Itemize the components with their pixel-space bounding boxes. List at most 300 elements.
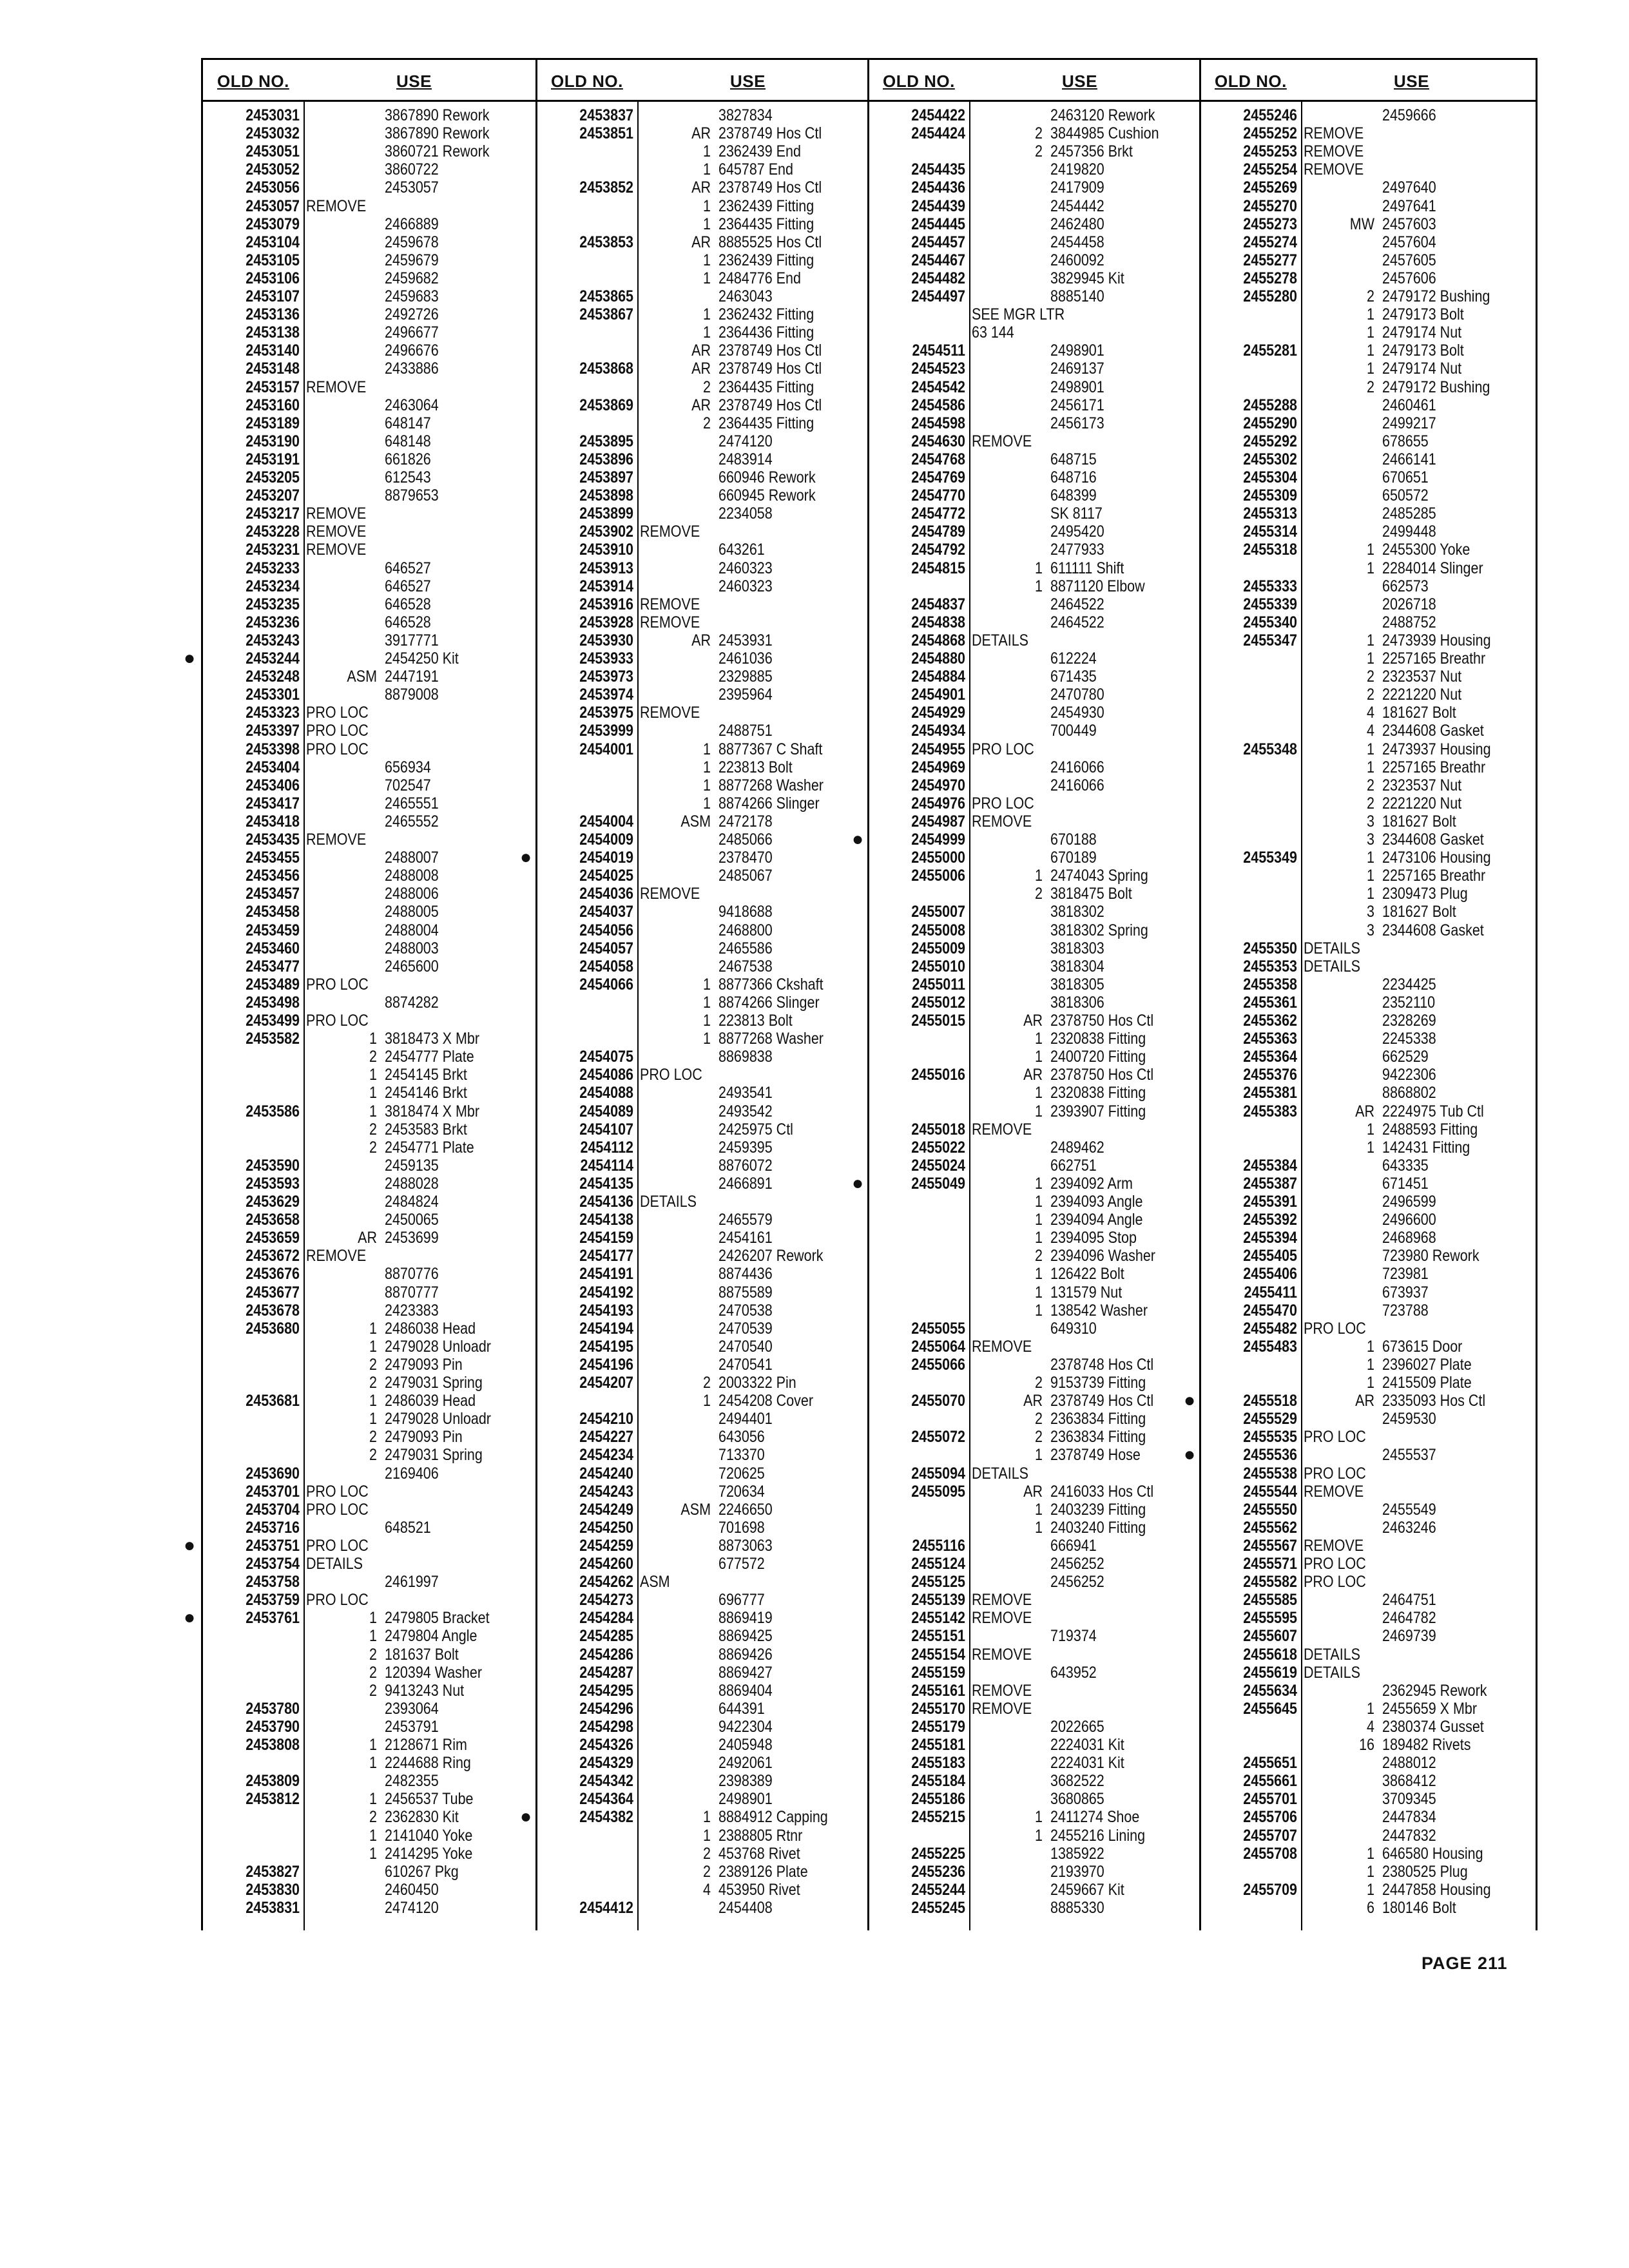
old-part-number: 2453914 [579,577,633,595]
status-note: DETAILS [1304,957,1361,975]
old-part-number: 2453051 [246,142,300,161]
use-part-number: 2454250 Kit [385,649,459,668]
use-part-number: 3867890 Rework [385,124,490,143]
old-part-number: 2454262 [579,1573,633,1591]
use-part-number: 673615 Door [1382,1337,1463,1356]
status-note: PRO LOC [306,722,369,740]
header-old-no: OLD NO. [217,72,289,91]
status-note: REMOVE [972,1645,1032,1664]
use-part-number: 2378470 [718,849,773,867]
quantity: 1 [1367,323,1374,342]
use-part-number: 2485285 [1382,505,1436,523]
use-part-number: 701698 [718,1518,765,1537]
use-part-number: 2457603 [1382,215,1436,233]
use-part-number: 612224 [1050,649,1097,668]
status-note: PRO LOC [306,740,369,758]
use-part-number: 2479173 Bolt [1382,341,1464,360]
old-part-number: 2453189 [246,414,300,432]
old-part-number: 2455585 [1243,1591,1297,1610]
use-part-number: 2362945 Rework [1382,1681,1487,1700]
old-part-number: 2453831 [246,1898,300,1917]
old-part-number: 2455405 [1243,1247,1297,1265]
use-part-number: 8884912 Capping [718,1808,828,1827]
quantity: 2 [369,1663,377,1682]
old-part-number: 2453435 [246,831,300,849]
use-part-number: 2234058 [718,505,773,523]
use-part-number: 2465579 [718,1211,773,1229]
header-use: USE [396,72,432,91]
old-part-number: 2453459 [246,921,300,939]
old-part-number: 2455383 [1243,1102,1297,1120]
old-part-number: 2454056 [579,921,633,939]
use-part-number: 142431 Fitting [1382,1138,1470,1157]
use-part-number: 3867890 Rework [385,106,490,124]
use-part-number: 2380374 Gusset [1382,1717,1484,1736]
old-part-number: 2454955 [911,740,965,758]
old-part-number: 2455349 [1243,849,1297,867]
quantity: 6 [1367,1898,1374,1917]
use-part-number: 2419820 [1050,160,1104,179]
old-part-number: 2454250 [579,1518,633,1537]
use-part-number: 2463246 [1382,1518,1436,1537]
old-part-number: 2453809 [246,1772,300,1791]
use-part-number: 8885140 [1050,287,1104,305]
use-part-number: 2479093 Pin [385,1428,463,1446]
use-part-number: 3829945 Kit [1050,269,1124,287]
old-part-number: 2454586 [911,396,965,414]
old-part-number: 2454412 [579,1898,633,1917]
use-part-number: 2395964 [718,686,773,704]
old-part-number: 2455159 [911,1663,965,1682]
bullet-marker: ● [852,829,864,850]
old-part-number: 2455313 [1243,505,1297,523]
old-part-number: 2455651 [1243,1754,1297,1773]
old-part-number: 2454075 [579,1048,633,1066]
status-note: ASM [640,1573,670,1591]
status-note: DETAILS [306,1555,363,1573]
old-part-number: 2453235 [246,595,300,613]
old-part-number: 2455536 [1243,1446,1297,1465]
old-part-number: 2453837 [579,106,633,124]
header-old-no: OLD NO. [883,72,955,91]
old-part-number: 2453456 [246,867,300,885]
use-part-number: 2479031 Spring [385,1374,483,1392]
use-part-number: 2459666 [1382,106,1436,124]
use-part-number: 2447832 [1382,1826,1436,1845]
quantity: 1 [1367,885,1374,903]
old-part-number: 2453758 [246,1573,300,1591]
use-part-number: 2484776 End [718,269,801,287]
use-part-number: 8871120 Elbow [1050,577,1145,595]
use-part-number: 2486039 Head [385,1392,476,1410]
use-part-number: 9418688 [718,903,773,921]
old-part-number: 2455170 [911,1699,965,1718]
old-part-number: 2454285 [579,1627,633,1646]
use-part-number: 2447834 [1382,1808,1436,1827]
old-part-number: 2453865 [579,287,633,305]
old-part-number: 2455022 [911,1138,965,1157]
use-part-number: 2363834 Fitting [1050,1428,1146,1446]
old-part-number: 2454880 [911,649,965,668]
quantity: 2 [369,1645,377,1664]
old-part-number: 2454884 [911,668,965,686]
use-part-number: 2488003 [385,939,439,957]
old-part-number: 2454057 [579,939,633,957]
old-part-number: 2455010 [911,957,965,975]
old-part-number: 2454789 [911,523,965,541]
use-part-number: 2468800 [718,921,773,939]
old-part-number: 2454001 [579,740,633,758]
use-part-number: 2488593 Fitting [1382,1120,1478,1139]
use-part-number: 2459683 [385,287,439,305]
old-part-number: 2453498 [246,993,300,1012]
old-part-number: 2453157 [246,378,300,396]
status-note: REMOVE [640,595,700,613]
use-part-number: 3682522 [1050,1772,1104,1791]
old-part-number: 2453868 [579,360,633,378]
status-note: REMOVE [640,613,700,631]
use-part-number: 2328269 [1382,1012,1436,1030]
old-part-number: 2454837 [911,595,965,613]
old-part-number: 2455181 [911,1736,965,1754]
quantity: 1 [1035,1229,1043,1247]
status-note: REMOVE [1304,1536,1364,1555]
old-part-number: 2454523 [911,360,965,378]
old-part-number: 2455161 [911,1681,965,1700]
quantity: 1 [1367,1355,1374,1374]
old-part-number: 2454598 [911,414,965,432]
use-part-number: 644391 [718,1699,765,1718]
old-part-number: 2455142 [911,1609,965,1628]
quantity: AR [1355,1102,1374,1120]
old-part-number: 2453690 [246,1464,300,1483]
quantity: 1 [1367,341,1374,360]
old-part-number: 2454112 [580,1138,633,1157]
use-part-number: 1385922 [1050,1844,1104,1863]
quantity: 1 [703,776,711,794]
old-part-number: 2454999 [911,831,965,849]
use-part-number: 2224031 Kit [1050,1736,1124,1754]
old-part-number: 2455391 [1243,1193,1297,1211]
use-part-number: 2309473 Plug [1382,885,1468,903]
old-part-number: 2454445 [911,215,965,233]
status-note: PRO LOC [306,975,369,994]
use-part-number: 131579 Nut [1050,1283,1123,1302]
quantity: ASM [347,668,377,686]
use-part-number: 2454208 Cover [718,1392,814,1410]
use-part-number: 3827834 [718,106,773,124]
use-part-number: 2499217 [1382,414,1436,432]
use-part-number: 702547 [385,776,431,794]
use-part-number: 2456537 Tube [385,1790,474,1809]
old-part-number: 2454467 [911,251,965,269]
old-part-number: 2455288 [1243,396,1297,414]
old-part-number: 2453105 [246,251,300,269]
quantity: 1 [1035,1283,1043,1302]
use-part-number: 2483914 [718,450,773,468]
use-part-number: 2492726 [385,305,439,324]
quantity: 2 [1035,1247,1043,1265]
quantity: 2 [1367,378,1374,396]
old-part-number: 2454036 [579,885,633,903]
old-part-number: 2453659 [246,1229,300,1247]
use-part-number: 723981 [1382,1265,1429,1283]
use-part-number: 2454930 [1050,704,1104,722]
quantity: 2 [703,378,711,396]
old-part-number: 2455376 [1243,1066,1297,1084]
use-part-number: 2466891 [718,1174,773,1193]
use-part-number: 2497640 [1382,178,1436,197]
use-part-number: 3818304 [1050,957,1104,975]
old-part-number: 2453582 [246,1030,300,1048]
old-part-number: 2455007 [911,903,965,921]
use-part-number: 2472178 [718,812,773,831]
use-part-number: 2394096 Washer [1050,1247,1155,1265]
use-part-number: 2455216 Lining [1050,1826,1146,1845]
use-part-number: 2488005 [385,903,439,921]
old-part-number: 2455645 [1243,1699,1297,1718]
old-part-number: 2454193 [579,1301,633,1320]
use-part-number: 2234425 [1382,975,1436,994]
old-part-number: 2453136 [246,305,300,324]
use-part-number: 8868802 [1382,1084,1436,1102]
old-part-number: 2455567 [1243,1536,1297,1555]
quantity: 1 [369,1627,377,1646]
quantity: 2 [1035,124,1043,143]
old-part-number: 2454207 [579,1374,633,1392]
old-part-number: 2453234 [246,577,300,595]
old-part-number: 2454329 [579,1754,633,1773]
use-part-number: 8870777 [385,1283,439,1302]
use-part-number: 223813 Bolt [718,758,793,776]
quantity: 2 [1035,1410,1043,1428]
old-part-number: 2455309 [1243,486,1297,505]
use-part-number: 181627 Bolt [1382,903,1456,921]
use-part-number: 8879008 [385,686,439,704]
old-part-number: 2453672 [246,1247,300,1265]
use-part-number: 2469739 [1382,1627,1436,1646]
old-part-number: 2455277 [1243,251,1297,269]
quantity: 1 [1035,1211,1043,1229]
use-part-number: 2470539 [718,1319,773,1338]
use-part-number: 2474120 [718,432,773,450]
status-note: REMOVE [1304,142,1364,161]
old-part-number: 2454259 [579,1536,633,1555]
old-part-number: 2453228 [246,523,300,541]
use-part-number: 2405948 [718,1736,773,1754]
old-part-number: 2453808 [246,1736,300,1754]
quantity: 1 [1367,305,1374,324]
quantity: 1 [1367,1844,1374,1863]
quantity: 1 [1367,631,1374,649]
old-part-number: 2454234 [579,1446,633,1465]
use-part-number: 2433886 [385,360,439,378]
old-part-number: 2454196 [579,1355,633,1374]
use-part-number: 2492061 [718,1754,773,1773]
old-part-number: 2453106 [246,269,300,287]
old-part-number: 2453590 [246,1156,300,1175]
use-part-number: 2403239 Fitting [1050,1500,1146,1519]
old-part-number: 2455348 [1243,740,1297,758]
quantity: 1 [703,1826,711,1845]
quantity: 1 [703,215,711,233]
old-part-number: 2455116 [912,1536,965,1555]
old-part-number: 2453138 [246,323,300,342]
old-part-number: 2454025 [579,867,633,885]
use-part-number: 2224975 Tub Ctl [1382,1102,1484,1120]
use-part-number: 8877366 Ckshaft [718,975,824,994]
old-part-number: 2453418 [246,812,300,831]
old-part-number: 2455518 [1243,1392,1297,1410]
use-part-number: 2459395 [718,1138,773,1157]
old-part-number: 2455634 [1243,1681,1297,1700]
use-part-number: 2335093 Hos Ctl [1382,1392,1486,1410]
old-part-number: 2455347 [1243,631,1297,649]
use-part-number: 8874282 [385,993,439,1012]
use-part-number: 2388805 Rtnr [718,1826,803,1845]
status-note: REMOVE [306,523,367,541]
quantity: 2 [369,1374,377,1392]
use-part-number: 2224031 Kit [1050,1754,1124,1773]
use-part-number: 2393064 [385,1699,439,1718]
status-note: PRO LOC [306,1536,369,1555]
old-part-number: 2454273 [579,1591,633,1610]
use-part-number: 2378749 Hos Ctl [718,124,822,143]
old-part-number: 2454542 [911,378,965,396]
use-part-number: 8874266 Slinger [718,993,820,1012]
use-part-number: 3818473 X Mbr [385,1030,480,1048]
use-part-number: 3868412 [1382,1772,1436,1791]
use-part-number: 2244688 Ring [385,1754,471,1773]
old-part-number: 2455055 [911,1319,965,1338]
quantity: 1 [369,1066,377,1084]
use-part-number: 8869838 [718,1048,773,1066]
use-part-number: 3818302 [1050,903,1104,921]
header-use: USE [730,72,766,91]
use-part-number: 181627 Bolt [1382,704,1456,722]
use-part-number: 723980 Rework [1382,1247,1480,1265]
old-part-number: 2453629 [246,1193,300,1211]
use-part-number: 3818306 [1050,993,1104,1012]
use-part-number: 670189 [1050,849,1097,867]
header-use: USE [1062,72,1097,91]
old-part-number: 2455353 [1243,957,1297,975]
use-part-number: 2463120 Rework [1050,106,1155,124]
old-part-number: 2453853 [579,233,633,251]
old-part-number: 2455411 [1244,1283,1297,1302]
status-note: DETAILS [972,1464,1029,1483]
old-part-number: 2455364 [1243,1048,1297,1066]
quantity: 1 [1035,1265,1043,1283]
quantity: 1 [703,1030,711,1048]
old-part-number: 2454970 [911,776,965,794]
old-part-number: 2453676 [246,1265,300,1283]
use-part-number: 2459678 [385,233,439,251]
use-part-number: 2489462 [1050,1138,1104,1157]
use-part-number: 2488008 [385,867,439,885]
old-part-number: 2454210 [579,1410,633,1428]
use-part-number: 2456171 [1050,396,1104,414]
old-part-number: 2455225 [911,1844,965,1863]
old-part-number: 2454364 [579,1790,633,1809]
status-note: PRO LOC [640,1066,702,1084]
quantity: 2 [369,1808,377,1827]
use-part-number: 2246650 [718,1500,773,1519]
use-part-number: 2003322 Pin [718,1374,796,1392]
old-part-number: 2454159 [579,1229,633,1247]
use-part-number: 2485067 [718,867,773,885]
quantity: ASM [680,1500,711,1519]
use-part-number: 2454146 Brkt [385,1084,467,1102]
quantity: 1 [703,758,711,776]
status-note: REMOVE [972,1120,1032,1139]
use-part-number: 2459135 [385,1156,439,1175]
old-part-number: 2455015 [911,1012,965,1030]
use-part-number: 2344608 Gasket [1382,722,1484,740]
column-divider [867,60,869,1930]
status-note: REMOVE [972,1337,1032,1356]
old-part-number: 2455550 [1243,1500,1297,1519]
use-part-number: 2465552 [385,812,439,831]
quantity: 1 [369,1754,377,1773]
use-part-number: 2128671 Rim [385,1736,467,1754]
quantity: 1 [1035,559,1043,577]
use-part-number: 720634 [718,1482,765,1501]
quantity: 1 [1035,1193,1043,1211]
use-part-number: 2454777 Plate [385,1048,474,1066]
use-part-number: 2378749 Hose [1050,1446,1141,1465]
quantity: 2 [1035,1428,1043,1446]
use-part-number: 2470538 [718,1301,773,1320]
use-part-number: 2221220 Nut [1382,794,1462,812]
use-part-number: 2467538 [718,957,773,975]
old-part-number: 2453902 [579,523,633,541]
use-part-number: 2364436 Fitting [718,323,815,342]
quantity: 1 [369,1102,377,1120]
old-part-number: 2455361 [1243,993,1297,1012]
quantity: 1 [369,1319,377,1338]
use-part-number: 2470780 [1050,686,1104,704]
old-part-number: 2453593 [246,1174,300,1193]
use-part-number: 3680865 [1050,1790,1104,1809]
old-part-number: 2454769 [911,468,965,486]
use-part-number: 2447858 Housing [1382,1880,1491,1899]
old-part-number: 2455340 [1243,613,1297,631]
old-part-number: 2454135 [579,1174,633,1193]
use-part-number: 2169406 [385,1464,439,1483]
use-part-number: 2497641 [1382,197,1436,215]
status-note: PRO LOC [306,1500,369,1519]
quantity: 1 [1035,1174,1043,1193]
quantity: 2 [369,1138,377,1157]
quantity: 4 [703,1880,711,1899]
use-part-number: 648715 [1050,450,1097,468]
use-part-number: 8873063 [718,1536,773,1555]
old-part-number: 2455000 [911,849,965,867]
old-part-number: 2455245 [911,1898,965,1917]
old-part-number: 2454792 [911,541,965,559]
old-part-number: 2453680 [246,1319,300,1338]
use-part-number: 2479805 Bracket [385,1609,490,1628]
use-part-number: 2495420 [1050,523,1104,541]
old-part-number: 2454227 [579,1428,633,1446]
quantity: 3 [1367,812,1374,831]
use-part-number: 453768 Rivet [718,1844,800,1863]
use-part-number: 2453791 [385,1717,439,1736]
use-part-number: 646527 [385,577,431,595]
old-part-number: 2454422 [911,106,965,124]
use-part-number: 648521 [385,1518,431,1537]
